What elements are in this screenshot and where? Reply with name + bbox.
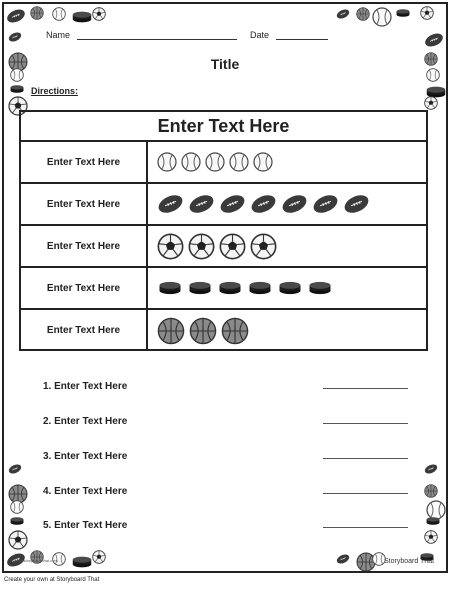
- row-icons: [157, 226, 281, 266]
- row-icons: [157, 142, 277, 182]
- basketball-icon: [30, 6, 44, 20]
- basketball-icon: [189, 317, 217, 345]
- baseball-icon: [10, 500, 24, 514]
- pictograph-row: [21, 184, 426, 226]
- row-label[interactable]: Enter Text Here: [21, 184, 148, 224]
- football-icon: [188, 194, 215, 214]
- row-icons: [157, 184, 374, 224]
- pictograph-heading[interactable]: Enter Text Here: [21, 112, 426, 142]
- soccer-ball-icon: [157, 233, 184, 260]
- pictograph-row: [21, 142, 426, 184]
- baseball-icon: [253, 152, 273, 172]
- basketball-icon: [424, 484, 438, 498]
- date-line: [276, 39, 328, 40]
- soccer-ball-icon: [424, 530, 438, 544]
- football-icon: [424, 30, 444, 50]
- football-icon: [8, 462, 22, 476]
- directions-label[interactable]: Directions:: [31, 86, 79, 96]
- hockey-puck-icon: [277, 281, 303, 295]
- football-icon: [281, 194, 308, 214]
- hockey-puck-icon: [157, 281, 183, 295]
- football-icon: [219, 194, 246, 214]
- basketball-icon: [221, 317, 249, 345]
- row-label[interactable]: Enter Text Here: [21, 142, 148, 182]
- football-icon: [424, 462, 438, 476]
- pictograph-row: [21, 226, 426, 268]
- soccer-ball-icon: [188, 233, 215, 260]
- row-label[interactable]: Enter Text Here: [21, 268, 148, 308]
- soccer-ball-icon: [420, 6, 434, 20]
- baseball-icon: [181, 152, 201, 172]
- baseball-icon: [205, 152, 225, 172]
- hockey-puck-icon: [426, 514, 440, 528]
- football-icon: [336, 7, 350, 21]
- soccer-ball-icon: [219, 233, 246, 260]
- row-icons: [157, 310, 253, 351]
- soccer-ball-icon: [424, 96, 438, 110]
- football-icon: [8, 30, 22, 44]
- row-label[interactable]: Enter Text Here: [21, 310, 148, 351]
- soccer-ball-icon: [92, 7, 106, 21]
- soccer-ball-icon: [8, 530, 28, 550]
- page-title[interactable]: Title: [210, 56, 240, 72]
- row-icons: [157, 268, 337, 308]
- row-label[interactable]: Enter Text Here: [21, 226, 148, 266]
- football-icon: [157, 194, 184, 214]
- date-field[interactable]: [250, 30, 328, 40]
- name-line: [77, 39, 237, 40]
- storyboard-brand: Storyboard That: [384, 558, 435, 565]
- question-5[interactable]: 5. Enter Text Here: [43, 520, 128, 531]
- question-4[interactable]: 4. Enter Text Here: [43, 486, 128, 497]
- hockey-puck-icon: [10, 82, 24, 96]
- pictograph-table: [19, 110, 428, 351]
- basketball-icon: [356, 7, 370, 21]
- question-3[interactable]: 3. Enter Text Here: [43, 451, 128, 462]
- answer-line-1[interactable]: [323, 388, 408, 389]
- baseball-icon: [229, 152, 249, 172]
- baseball-icon: [157, 152, 177, 172]
- question-2[interactable]: 2. Enter Text Here: [43, 416, 128, 427]
- hockey-puck-icon: [307, 281, 333, 295]
- basketball-icon: [157, 317, 185, 345]
- hockey-puck-icon: [247, 281, 273, 295]
- soccer-ball-icon: [92, 550, 106, 564]
- hockey-puck-icon: [217, 281, 243, 295]
- storyboard-url: www.storyboardthat.com: [14, 558, 58, 563]
- pictograph-row: [21, 268, 426, 310]
- hockey-puck-icon: [72, 7, 92, 27]
- football-icon: [312, 194, 339, 214]
- football-icon: [250, 194, 277, 214]
- football-icon: [336, 552, 350, 566]
- hockey-puck-icon: [10, 514, 24, 528]
- name-field[interactable]: [46, 30, 237, 40]
- footer-credit[interactable]: Create your own at Storyboard That: [4, 577, 100, 583]
- date-label: Date: [250, 30, 270, 40]
- hockey-puck-icon: [396, 6, 410, 20]
- answer-line-3[interactable]: [323, 458, 408, 459]
- football-icon: [6, 6, 26, 26]
- question-1[interactable]: 1. Enter Text Here: [43, 381, 128, 392]
- hockey-puck-icon: [72, 552, 92, 572]
- baseball-icon: [372, 7, 392, 27]
- baseball-icon: [52, 7, 66, 21]
- hockey-puck-icon: [187, 281, 213, 295]
- answer-line-2[interactable]: [323, 423, 408, 424]
- answer-line-4[interactable]: [323, 493, 408, 494]
- football-icon: [343, 194, 370, 214]
- answer-line-5[interactable]: [323, 527, 408, 528]
- name-label: Name: [46, 30, 71, 40]
- pictograph-row: [21, 310, 426, 351]
- soccer-ball-icon: [250, 233, 277, 260]
